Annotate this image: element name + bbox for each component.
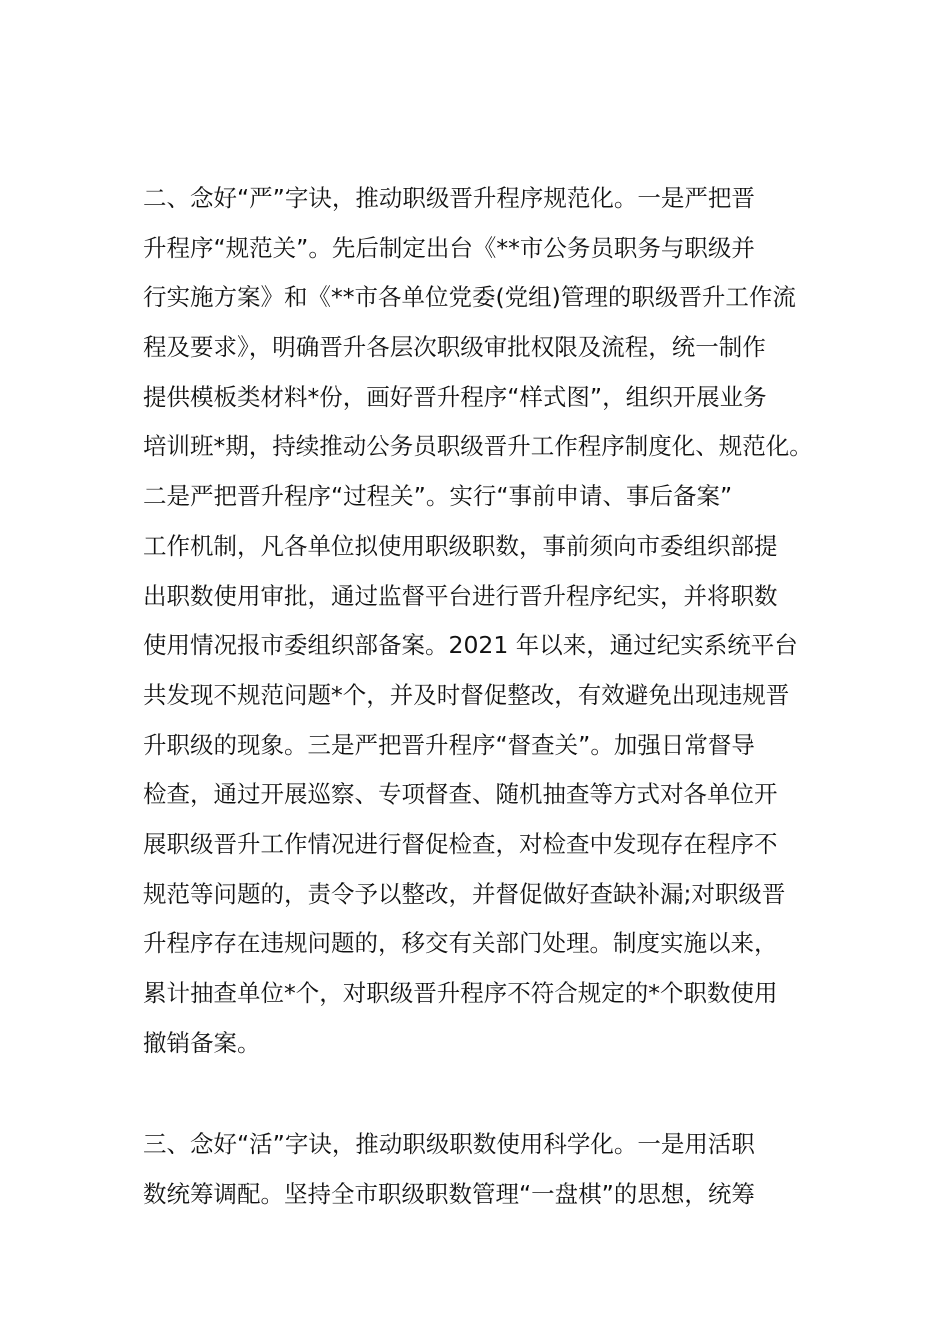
paragraph-section-two xyxy=(143,174,815,1068)
text-line: 展职级晋升工作情况进行督促检查，对检查中发现存在程序不 xyxy=(143,829,778,858)
text-line: 出职数使用审批，通过监督平台进行晋升程序纪实，并将职数 xyxy=(143,581,778,610)
text-line: 升程序“规范关”。先后制定出台《**市公务员职务与职级并 xyxy=(143,233,755,262)
text-line: 程及要求》，明确晋升各层次职级审批权限及流程，统一制作 xyxy=(143,333,766,362)
text-line: 行实施方案》和《**市各单位党委(党组)管理的职级晋升工作流 xyxy=(143,283,796,312)
text-line: 检查，通过开展巡察、专项督查、随机抽查等方式对各单位开 xyxy=(143,780,778,809)
text-line: 二是严把晋升程序“过程关”。实行“事前申请、事后备案” xyxy=(143,482,733,511)
text-line: 三、念好“活”字诀，推动职级职数使用科学化。一是用活职 xyxy=(143,1130,755,1158)
text-line: 提供模板类材料*份，画好晋升程序“样式图”，组织开展业务 xyxy=(143,382,767,411)
text-line: 二、念好“严”字诀，推动职级晋升程序规范化。一是严把晋 xyxy=(143,184,755,212)
text-line: 规范等问题的，责令予以整改，并督促做好查缺补漏;对职级晋 xyxy=(143,879,786,908)
text-line: 培训班*期，持续推动公务员职级晋升工作程序制度化、规范化。 xyxy=(143,432,813,461)
text-line: 撤销备案。 xyxy=(143,1028,261,1057)
text-line: 使用情况报市委组织部备案。2021 年以来，通过纪实系统平台 xyxy=(143,631,798,660)
text-line: 工作机制，凡各单位拟使用职级职数，事前须向市委组织部提 xyxy=(143,531,778,560)
paragraph-section-three xyxy=(143,1120,815,1219)
text-line: 累计抽查单位*个，对职级晋升程序不符合规定的*个职数使用 xyxy=(143,979,778,1007)
text-line: 数统筹调配。坚持全市职级职数管理“一盘棋”的思想，统筹 xyxy=(143,1179,755,1208)
text-line: 升职级的现象。三是严把晋升程序“督查关”。加强日常督导 xyxy=(143,730,755,759)
text-line: 升程序存在违规问题的，移交有关部门处理。制度实施以来， xyxy=(143,929,778,958)
text-line: 共发现不规范问题*个，并及时督促整改，有效避免出现违规晋 xyxy=(143,680,790,709)
